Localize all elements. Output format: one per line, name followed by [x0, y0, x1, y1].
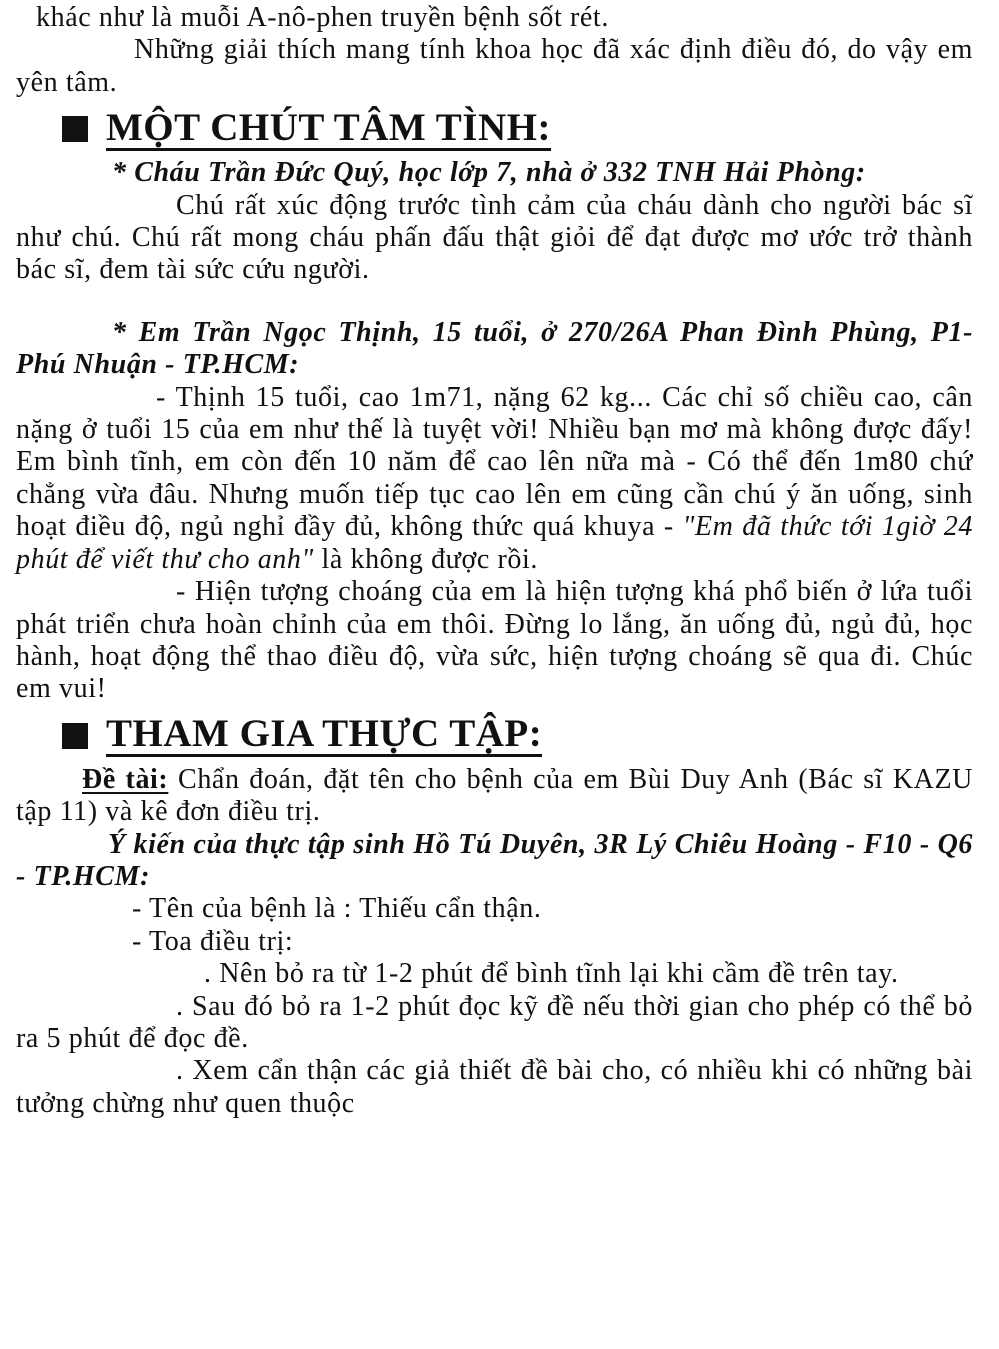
- heading-text: MỘT CHÚT TÂM TÌNH:: [106, 105, 551, 149]
- disease-name: - Tên của bệnh là : Thiếu cẩn thận.: [132, 893, 542, 925]
- treatment-label: - Toa điều trị:: [132, 925, 294, 957]
- intro-line-2: Những giải thích mang tính khoa học đã xác định điều đó, do vậy em yên tâm.: [16, 34, 973, 98]
- section-heading-thuc-tap: [16, 712, 973, 760]
- treatment-step-3: . Xem cẩn thận các giả thiết đề bài cho, có nhiều khi có những bài tưởng chừng như quen thuộc: [16, 1055, 973, 1119]
- letter-sender-2: * Em Trần Ngọc Thịnh, 15 tuổi, ở 270/26A Phan Đình Phùng, P1- Phú Nhuận - TP.HCM:: [16, 316, 973, 381]
- letter-reply-1: Chú rất xúc động trước tình cảm của cháu dành cho người bác sĩ như chú. Chú rất mong cháu phấn đấu thật giỏi để đạt được mơ ước trở thành bác sĩ, đem tài sức cứu người.: [16, 189, 973, 286]
- section-heading-tam-tinh: [16, 105, 973, 153]
- square-bullet-icon: [62, 723, 88, 749]
- letter-reply-2b: - Hiện tượng choáng của em là hiện tượng khá phổ biến ở lứa tuổi phát triển chưa hoàn chỉnh của em thôi. Đừng lo lắng, ăn uống đủ, ngủ đủ, học hành, hoạt động thể thao điều độ, vừa sức, hiện tượng choáng sẽ qua đi. Chúc em vui!: [16, 576, 973, 705]
- square-bullet-icon: [62, 116, 88, 142]
- spacer: [16, 287, 973, 317]
- reply-text: - Thịnh 15 tuổi, cao 1m71, nặng 62 kg... Các chỉ số chiều cao, cân nặng ở tuổi 15 của em như thế là tuyệt vời! Nhiều bạn mơ mà không được đấy! Em bình tĩnh, em còn đến 10 năm để cao lên nữa mà - Có thể đến 1m80 chứ chẳng vừa đâu. Nhưng muốn tiếp tục cao lên em cũng cần chú ý ăn uống, sinh hoạt điều độ, ngủ nghỉ đầy đủ, không thức quá khuya -: [16, 381, 973, 543]
- opinion-line: Ý kiến của thực tập sinh Hồ Tú Duyên, 3R Lý Chiêu Hoàng - F10 - Q6 - TP.HCM:: [16, 828, 973, 892]
- treatment-step-2: . Sau đó bỏ ra 1-2 phút đọc kỹ đề nếu thời gian cho phép có thể bỏ ra 5 phút để đọc đề.: [16, 990, 973, 1054]
- reply-text-end: là không được rồi.: [313, 543, 538, 575]
- letter-sender-1: * Cháu Trần Đức Quý, học lớp 7, nhà ở 332 TNH Hải Phòng:: [112, 157, 866, 189]
- intro-line-1: khác như là muỗi A-nô-phen truyền bệnh sốt rét.: [36, 2, 609, 33]
- treatment-step-1: . Nên bỏ ra từ 1-2 phút để bình tĩnh lại khi cầm đề trên tay.: [204, 958, 899, 990]
- heading-text: THAM GIA THỰC TẬP:: [106, 712, 543, 756]
- topic-text: Chẩn đoán, đặt tên cho bệnh của em Bùi Duy Anh (Bác sĩ KAZU tập 11) và kê đơn điều trị.: [16, 763, 973, 828]
- topic-paragraph: [16, 764, 973, 829]
- letter-reply-2a: [16, 382, 973, 576]
- reply-quote: "Em đã thức tới 1giờ 24 phút để viết thư cho anh": [16, 511, 973, 575]
- topic-label: Đề tài:: [82, 763, 169, 795]
